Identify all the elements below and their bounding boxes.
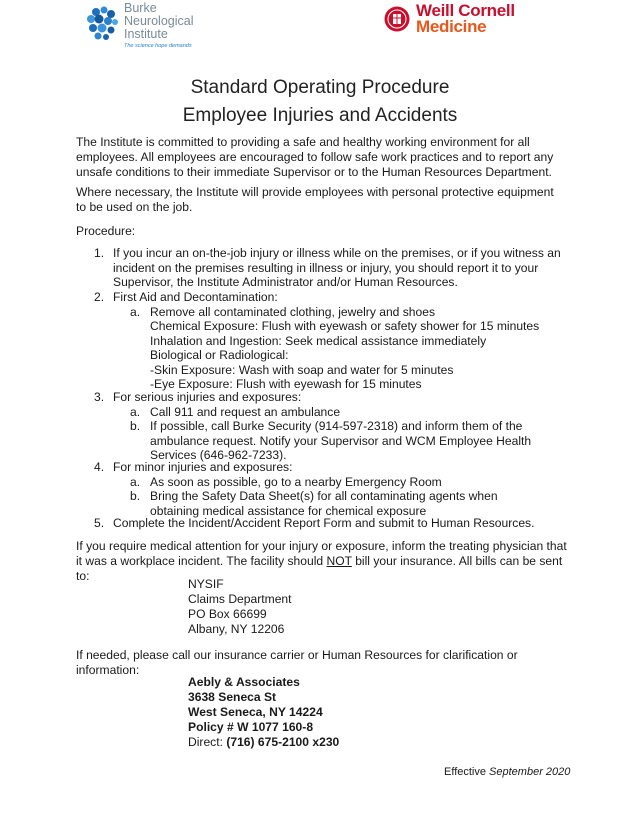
seal-icon bbox=[384, 4, 410, 34]
address-line: NYSIF bbox=[188, 577, 224, 591]
step-text: For minor injuries and exposures: bbox=[113, 460, 293, 474]
carrier-policy: Policy # W 1077 160-8 bbox=[188, 720, 314, 734]
address-line: PO Box 66699 bbox=[188, 607, 267, 621]
list-item bbox=[76, 405, 576, 420]
procedure-step-2 bbox=[76, 290, 576, 392]
effective-label: Effective bbox=[444, 766, 490, 778]
ppe-paragraph: Where necessary, the Institute will provide employees with personal protective equipment to be used on the job. bbox=[76, 185, 554, 214]
procedure-step-3 bbox=[76, 390, 576, 463]
carrier-street: 3638 Seneca St bbox=[188, 690, 277, 704]
weill-line1: Weill Cornell bbox=[416, 1, 515, 20]
item-letter: b. bbox=[130, 419, 141, 433]
carrier-name: Aebly & Associates bbox=[188, 675, 300, 689]
emphasis-not: NOT bbox=[326, 554, 352, 568]
step-text: Complete the Incident/Accident Report Form and submit to Human Resources. bbox=[113, 516, 535, 530]
step-text: For serious injuries and exposures: bbox=[113, 390, 302, 404]
carrier-city: West Seneca, NY 14224 bbox=[188, 705, 323, 719]
item-letter: a. bbox=[130, 304, 141, 319]
direct-number: (716) 675-2100 x230 bbox=[226, 735, 340, 749]
step-text: If you incur an on-the-job injury or illness while on the premises, or if you witness an incident on the premises resulting in illness or injury, you should report it to your Supervisor, the Institute Administrator and/or Human Resources. bbox=[113, 246, 561, 289]
exposure-line: -Eye Exposure: Flush with eyewash for 15 minutes bbox=[150, 377, 422, 391]
weill-wordmark bbox=[416, 3, 515, 35]
step-text: First Aid and Decontamination: bbox=[113, 290, 278, 304]
weill-cornell-logo bbox=[384, 3, 524, 39]
burke-line3: Institute bbox=[124, 27, 168, 41]
item-letter: a. bbox=[130, 404, 141, 419]
step-number: 3. bbox=[94, 390, 105, 404]
item-letter: b. bbox=[130, 489, 141, 503]
item-text: As soon as possible, go to a nearby Emergency Room bbox=[150, 474, 442, 489]
burke-line2: Neurological bbox=[124, 14, 194, 28]
brain-icon bbox=[84, 4, 120, 44]
intro-paragraph: The Institute is committed to providing a safe and healthy working environment for all employees. All employees are encouraged to follow safe work practices and to report any unsafe conditions to their immediate Supervisor or to the Human Resources Department. bbox=[76, 135, 554, 179]
procedure-step-4 bbox=[76, 460, 576, 518]
weill-line2: Medicine bbox=[416, 17, 487, 36]
step-number: 1. bbox=[94, 246, 105, 260]
item-text: Bring the Safety Data Sheet(s) for all contaminating agents when obtaining medical assistance for chemical exposure bbox=[150, 489, 498, 518]
effective-date bbox=[444, 766, 570, 778]
effective-value: September 2020 bbox=[489, 766, 571, 778]
para-text: bill your insurance. All bills can be sent to: bbox=[76, 554, 563, 583]
direct-label: Direct: bbox=[188, 735, 227, 749]
list-item bbox=[76, 419, 576, 463]
exposure-line: Chemical Exposure: Flush with eyewash or safety shower for 15 minutes bbox=[150, 319, 540, 333]
insurance-carrier bbox=[188, 675, 339, 750]
procedure-step-1 bbox=[76, 246, 576, 290]
procedure-step-5 bbox=[76, 516, 576, 531]
address-line: Claims Department bbox=[188, 592, 292, 606]
burke-tagline: The science hope demands bbox=[124, 43, 192, 49]
list-item bbox=[76, 305, 576, 320]
document-subtitle: Employee Injuries and Accidents bbox=[182, 105, 458, 126]
para-text: If you require medical attention for your injury or exposure, inform the treating physician that it was a workplace incident. The facility should bbox=[76, 539, 567, 568]
item-text: If possible, call Burke Security (914-597-2318) and inform them of the ambulance request. Notify your Supervisor and WCM Employee Health Services (646-962-7233). bbox=[150, 419, 532, 462]
exposure-line: Inhalation and Ingestion: Seek medical assistance immediately bbox=[150, 333, 487, 348]
step-number: 2. bbox=[94, 290, 105, 304]
step-number: 4. bbox=[94, 460, 105, 474]
claims-address bbox=[188, 577, 292, 637]
list-item bbox=[76, 475, 576, 490]
carrier-direct bbox=[188, 735, 339, 750]
burke-wordmark bbox=[124, 2, 193, 41]
burke-logo bbox=[84, 2, 214, 52]
medical-attention-paragraph bbox=[76, 539, 568, 584]
list-item bbox=[76, 489, 576, 518]
address-line: Albany, NY 12206 bbox=[188, 622, 285, 636]
item-text: Call 911 and request an ambulance bbox=[150, 404, 341, 419]
procedure-label: Procedure: bbox=[76, 224, 136, 238]
exposure-line: -Skin Exposure: Wash with soap and water for 5 minutes bbox=[150, 362, 454, 377]
contact-paragraph: If needed, please call our insurance carrier or Human Resources for clarification or information: bbox=[76, 648, 518, 677]
burke-line1: Burke bbox=[124, 1, 157, 15]
item-letter: a. bbox=[130, 474, 141, 489]
step-number: 5. bbox=[94, 516, 105, 530]
exposure-line: Biological or Radiological: bbox=[150, 348, 289, 362]
document-title: Standard Operating Procedure bbox=[190, 77, 450, 98]
item-text: Remove all contaminated clothing, jewelry and shoes bbox=[150, 304, 436, 319]
